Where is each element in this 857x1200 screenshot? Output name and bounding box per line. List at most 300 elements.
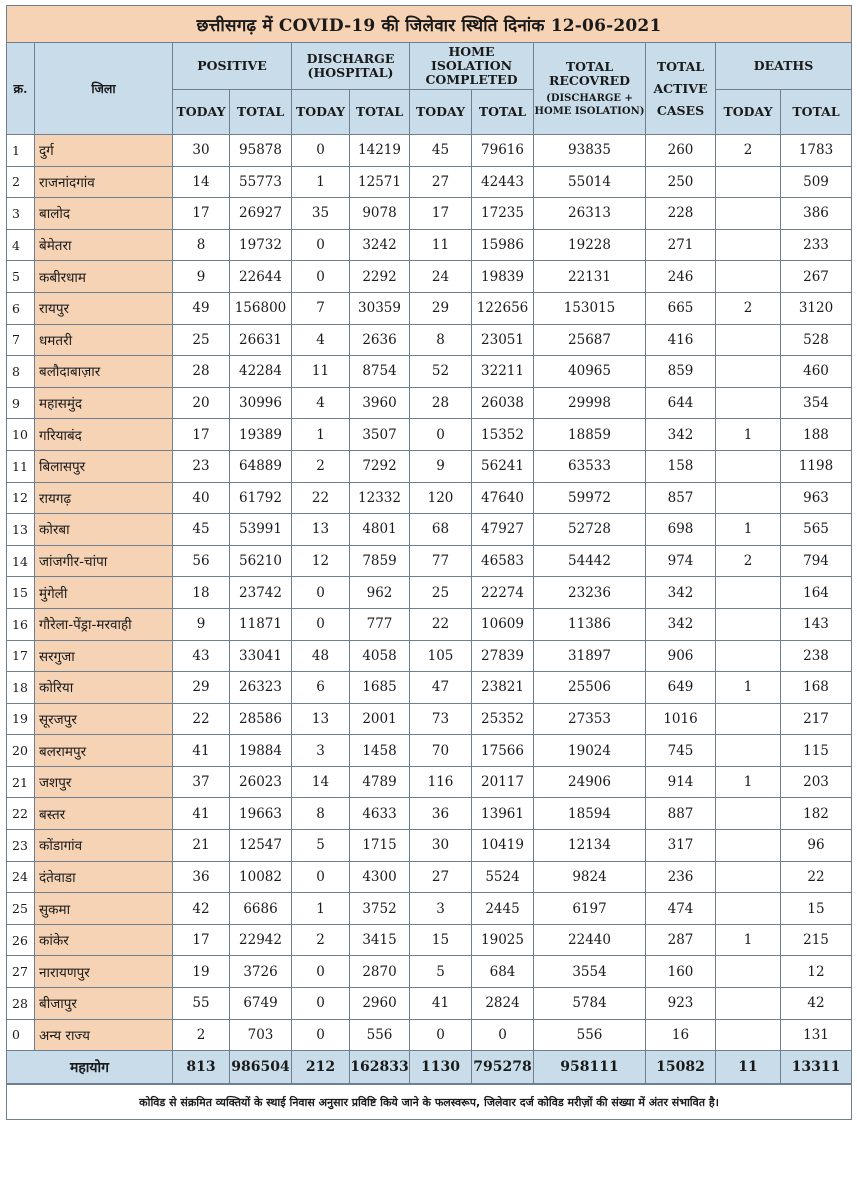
row-discharge-total: 4633 bbox=[350, 798, 410, 830]
row-discharge-total: 2960 bbox=[350, 988, 410, 1020]
row-sno: 27 bbox=[7, 956, 35, 988]
table-row bbox=[7, 861, 852, 893]
row-total-active: 236 bbox=[646, 861, 716, 893]
total-recovered-label: TOTAL RECOVRED bbox=[549, 58, 630, 88]
row-total-active: 644 bbox=[646, 387, 716, 419]
row-district: अन्य राज्य bbox=[35, 1019, 173, 1051]
row-hi-total: 122656 bbox=[472, 292, 534, 324]
row-discharge-total: 12332 bbox=[350, 482, 410, 514]
row-discharge-total: 2636 bbox=[350, 324, 410, 356]
row-deaths-today bbox=[716, 356, 781, 388]
row-deaths-today bbox=[716, 608, 781, 640]
row-hi-total: 47927 bbox=[472, 514, 534, 546]
row-hi-total: 20117 bbox=[472, 766, 534, 798]
row-positive-today: 43 bbox=[173, 640, 230, 672]
district-rows bbox=[7, 135, 852, 1051]
row-district: कोरबा bbox=[35, 514, 173, 546]
row-deaths-total: 96 bbox=[781, 830, 852, 862]
row-sno: 20 bbox=[7, 735, 35, 767]
row-sno: 9 bbox=[7, 387, 35, 419]
row-deaths-total: 168 bbox=[781, 672, 852, 704]
row-discharge-total: 7292 bbox=[350, 450, 410, 482]
row-deaths-total: 42 bbox=[781, 988, 852, 1020]
row-positive-today: 30 bbox=[173, 135, 230, 167]
row-district: दंतेवाडा bbox=[35, 861, 173, 893]
row-discharge-today: 7 bbox=[292, 292, 350, 324]
report-title: छत्तीसगढ़ में COVID-19 की जिलेवार स्थिति दिनांक 12-06-2021 bbox=[7, 6, 852, 43]
grand-total-hi-today: 1130 bbox=[410, 1051, 472, 1085]
row-district: बलौदाबाज़ार bbox=[35, 356, 173, 388]
col-header-discharge-total: TOTAL bbox=[350, 90, 410, 135]
row-deaths-total: 238 bbox=[781, 640, 852, 672]
row-sno: 4 bbox=[7, 229, 35, 261]
table-row bbox=[7, 830, 852, 862]
col-header-discharge-today: TODAY bbox=[292, 90, 350, 135]
table-row bbox=[7, 450, 852, 482]
row-hi-total: 47640 bbox=[472, 482, 534, 514]
row-hi-today: 11 bbox=[410, 229, 472, 261]
row-discharge-total: 556 bbox=[350, 1019, 410, 1051]
col-header-positive: POSITIVE bbox=[173, 43, 292, 90]
row-total-recovered: 55014 bbox=[534, 166, 646, 198]
row-positive-today: 8 bbox=[173, 229, 230, 261]
row-total-recovered: 12134 bbox=[534, 830, 646, 862]
row-total-recovered: 18594 bbox=[534, 798, 646, 830]
row-hi-total: 684 bbox=[472, 956, 534, 988]
row-hi-total: 56241 bbox=[472, 450, 534, 482]
row-deaths-total: 203 bbox=[781, 766, 852, 798]
row-district: बेमेतरा bbox=[35, 229, 173, 261]
table-row bbox=[7, 956, 852, 988]
row-total-active: 317 bbox=[646, 830, 716, 862]
row-positive-total: 26927 bbox=[230, 198, 292, 230]
row-total-recovered: 22131 bbox=[534, 261, 646, 293]
row-deaths-today bbox=[716, 1019, 781, 1051]
row-sno: 2 bbox=[7, 166, 35, 198]
row-discharge-today: 8 bbox=[292, 798, 350, 830]
row-hi-today: 22 bbox=[410, 608, 472, 640]
table-row bbox=[7, 514, 852, 546]
row-total-recovered: 29998 bbox=[534, 387, 646, 419]
row-discharge-total: 1715 bbox=[350, 830, 410, 862]
row-positive-today: 37 bbox=[173, 766, 230, 798]
footnote: कोविड से संक्रमित व्यक्तियों के स्थाई निवास अनुसार प्रविष्टि किये जाने के फलस्वरूप, जिलेवार दर्ज कोविड मरीज़ों की संख्या में अंतर संभावित है। bbox=[7, 1084, 852, 1120]
district-status-table bbox=[6, 5, 852, 1120]
col-header-hi-today: TODAY bbox=[410, 90, 472, 135]
grand-total-pos-total: 986504 bbox=[230, 1051, 292, 1085]
table-row bbox=[7, 324, 852, 356]
grand-total-pos-today: 813 bbox=[173, 1051, 230, 1085]
row-hi-today: 29 bbox=[410, 292, 472, 324]
row-positive-today: 19 bbox=[173, 956, 230, 988]
row-discharge-today: 0 bbox=[292, 1019, 350, 1051]
row-positive-total: 19732 bbox=[230, 229, 292, 261]
row-discharge-total: 8754 bbox=[350, 356, 410, 388]
row-hi-total: 27839 bbox=[472, 640, 534, 672]
row-hi-today: 15 bbox=[410, 924, 472, 956]
row-discharge-total: 4801 bbox=[350, 514, 410, 546]
table-row bbox=[7, 229, 852, 261]
row-hi-total: 17566 bbox=[472, 735, 534, 767]
row-total-recovered: 31897 bbox=[534, 640, 646, 672]
row-deaths-total: 217 bbox=[781, 703, 852, 735]
row-positive-total: 26323 bbox=[230, 672, 292, 704]
row-hi-total: 10419 bbox=[472, 830, 534, 862]
grand-total-dis-total: 162833 bbox=[350, 1051, 410, 1085]
row-hi-total: 26038 bbox=[472, 387, 534, 419]
row-positive-today: 25 bbox=[173, 324, 230, 356]
row-sno: 24 bbox=[7, 861, 35, 893]
row-positive-today: 17 bbox=[173, 924, 230, 956]
table-row bbox=[7, 292, 852, 324]
table-row bbox=[7, 735, 852, 767]
row-positive-today: 28 bbox=[173, 356, 230, 388]
row-sno: 12 bbox=[7, 482, 35, 514]
row-sno: 6 bbox=[7, 292, 35, 324]
row-positive-total: 3726 bbox=[230, 956, 292, 988]
row-discharge-total: 1685 bbox=[350, 672, 410, 704]
row-deaths-today bbox=[716, 577, 781, 609]
row-positive-total: 23742 bbox=[230, 577, 292, 609]
row-hi-today: 27 bbox=[410, 166, 472, 198]
row-discharge-today: 11 bbox=[292, 356, 350, 388]
row-deaths-total: 3120 bbox=[781, 292, 852, 324]
row-sno: 14 bbox=[7, 545, 35, 577]
row-discharge-total: 3242 bbox=[350, 229, 410, 261]
row-deaths-total: 15 bbox=[781, 893, 852, 925]
table-row bbox=[7, 261, 852, 293]
row-deaths-today bbox=[716, 798, 781, 830]
row-total-active: 342 bbox=[646, 577, 716, 609]
row-positive-today: 14 bbox=[173, 166, 230, 198]
row-total-active: 857 bbox=[646, 482, 716, 514]
row-hi-today: 30 bbox=[410, 830, 472, 862]
row-discharge-total: 4300 bbox=[350, 861, 410, 893]
row-discharge-today: 1 bbox=[292, 166, 350, 198]
row-discharge-today: 0 bbox=[292, 577, 350, 609]
row-district: कबीरधाम bbox=[35, 261, 173, 293]
row-hi-today: 27 bbox=[410, 861, 472, 893]
row-total-active: 914 bbox=[646, 766, 716, 798]
row-total-recovered: 59972 bbox=[534, 482, 646, 514]
row-positive-total: 26631 bbox=[230, 324, 292, 356]
table-row bbox=[7, 198, 852, 230]
row-district: राजनांदगांव bbox=[35, 166, 173, 198]
row-deaths-today: 1 bbox=[716, 514, 781, 546]
row-discharge-today: 4 bbox=[292, 324, 350, 356]
row-total-active: 745 bbox=[646, 735, 716, 767]
row-deaths-total: 215 bbox=[781, 924, 852, 956]
row-discharge-total: 777 bbox=[350, 608, 410, 640]
row-discharge-today: 0 bbox=[292, 988, 350, 1020]
row-sno: 26 bbox=[7, 924, 35, 956]
grand-total-death-today: 11 bbox=[716, 1051, 781, 1085]
table-row bbox=[7, 988, 852, 1020]
col-header-deaths: DEATHS bbox=[716, 43, 852, 90]
row-hi-today: 47 bbox=[410, 672, 472, 704]
table-row bbox=[7, 924, 852, 956]
row-discharge-today: 6 bbox=[292, 672, 350, 704]
row-total-active: 16 bbox=[646, 1019, 716, 1051]
row-discharge-today: 1 bbox=[292, 893, 350, 925]
row-positive-total: 42284 bbox=[230, 356, 292, 388]
col-header-positive-total: TOTAL bbox=[230, 90, 292, 135]
row-discharge-total: 7859 bbox=[350, 545, 410, 577]
row-deaths-today: 2 bbox=[716, 545, 781, 577]
row-positive-total: 703 bbox=[230, 1019, 292, 1051]
grand-total-recovered: 958111 bbox=[534, 1051, 646, 1085]
row-positive-today: 49 bbox=[173, 292, 230, 324]
row-sno: 10 bbox=[7, 419, 35, 451]
row-deaths-total: 143 bbox=[781, 608, 852, 640]
row-district: महासमुंद bbox=[35, 387, 173, 419]
table-row bbox=[7, 640, 852, 672]
row-deaths-total: 115 bbox=[781, 735, 852, 767]
row-total-recovered: 18859 bbox=[534, 419, 646, 451]
col-header-total-active: TOTAL ACTIVE CASES bbox=[646, 43, 716, 135]
row-discharge-total: 3752 bbox=[350, 893, 410, 925]
row-discharge-today: 13 bbox=[292, 703, 350, 735]
col-header-deaths-today: TODAY bbox=[716, 90, 781, 135]
row-hi-today: 105 bbox=[410, 640, 472, 672]
row-positive-today: 9 bbox=[173, 608, 230, 640]
row-hi-today: 68 bbox=[410, 514, 472, 546]
row-positive-today: 55 bbox=[173, 988, 230, 1020]
row-total-active: 923 bbox=[646, 988, 716, 1020]
row-deaths-today bbox=[716, 166, 781, 198]
row-deaths-today bbox=[716, 387, 781, 419]
row-sno: 0 bbox=[7, 1019, 35, 1051]
col-header-home-isolation: HOME ISOLATION COMPLETED bbox=[410, 43, 534, 90]
row-sno: 3 bbox=[7, 198, 35, 230]
row-deaths-today bbox=[716, 735, 781, 767]
row-discharge-today: 2 bbox=[292, 450, 350, 482]
row-sno: 22 bbox=[7, 798, 35, 830]
row-total-recovered: 26313 bbox=[534, 198, 646, 230]
row-positive-today: 29 bbox=[173, 672, 230, 704]
row-deaths-today bbox=[716, 956, 781, 988]
row-hi-total: 19025 bbox=[472, 924, 534, 956]
row-positive-total: 64889 bbox=[230, 450, 292, 482]
row-positive-total: 26023 bbox=[230, 766, 292, 798]
row-hi-today: 70 bbox=[410, 735, 472, 767]
row-total-recovered: 153015 bbox=[534, 292, 646, 324]
row-positive-today: 20 bbox=[173, 387, 230, 419]
row-hi-today: 9 bbox=[410, 450, 472, 482]
col-header-sno: क्र. bbox=[7, 43, 35, 135]
row-positive-today: 56 bbox=[173, 545, 230, 577]
row-deaths-today bbox=[716, 198, 781, 230]
row-deaths-today bbox=[716, 261, 781, 293]
row-deaths-total: 565 bbox=[781, 514, 852, 546]
row-discharge-total: 12571 bbox=[350, 166, 410, 198]
row-hi-total: 42443 bbox=[472, 166, 534, 198]
row-hi-today: 41 bbox=[410, 988, 472, 1020]
row-positive-total: 19663 bbox=[230, 798, 292, 830]
row-total-recovered: 25687 bbox=[534, 324, 646, 356]
row-total-active: 887 bbox=[646, 798, 716, 830]
row-discharge-today: 12 bbox=[292, 545, 350, 577]
row-sno: 1 bbox=[7, 135, 35, 167]
row-district: नारायणपुर bbox=[35, 956, 173, 988]
row-positive-total: 10082 bbox=[230, 861, 292, 893]
row-deaths-total: 12 bbox=[781, 956, 852, 988]
row-positive-today: 40 bbox=[173, 482, 230, 514]
row-positive-total: 95878 bbox=[230, 135, 292, 167]
row-positive-today: 36 bbox=[173, 861, 230, 893]
col-header-positive-today: TODAY bbox=[173, 90, 230, 135]
row-discharge-total: 3507 bbox=[350, 419, 410, 451]
row-hi-today: 45 bbox=[410, 135, 472, 167]
row-total-active: 250 bbox=[646, 166, 716, 198]
row-deaths-today bbox=[716, 988, 781, 1020]
row-total-active: 271 bbox=[646, 229, 716, 261]
table-row bbox=[7, 766, 852, 798]
row-sno: 11 bbox=[7, 450, 35, 482]
row-positive-today: 21 bbox=[173, 830, 230, 862]
row-hi-today: 116 bbox=[410, 766, 472, 798]
table-row bbox=[7, 482, 852, 514]
row-positive-today: 2 bbox=[173, 1019, 230, 1051]
grand-total-dis-today: 212 bbox=[292, 1051, 350, 1085]
row-district: रायगढ़ bbox=[35, 482, 173, 514]
row-hi-today: 73 bbox=[410, 703, 472, 735]
row-hi-today: 120 bbox=[410, 482, 472, 514]
row-deaths-total: 386 bbox=[781, 198, 852, 230]
row-positive-total: 28586 bbox=[230, 703, 292, 735]
row-positive-total: 22644 bbox=[230, 261, 292, 293]
row-discharge-total: 2870 bbox=[350, 956, 410, 988]
row-discharge-total: 4058 bbox=[350, 640, 410, 672]
row-sno: 25 bbox=[7, 893, 35, 925]
row-hi-total: 23051 bbox=[472, 324, 534, 356]
row-hi-today: 17 bbox=[410, 198, 472, 230]
row-hi-today: 28 bbox=[410, 387, 472, 419]
row-total-active: 665 bbox=[646, 292, 716, 324]
row-sno: 28 bbox=[7, 988, 35, 1020]
col-header-hi-total: TOTAL bbox=[472, 90, 534, 135]
row-total-recovered: 25506 bbox=[534, 672, 646, 704]
row-district: बस्तर bbox=[35, 798, 173, 830]
row-discharge-total: 3960 bbox=[350, 387, 410, 419]
row-deaths-today bbox=[716, 893, 781, 925]
row-total-active: 260 bbox=[646, 135, 716, 167]
row-total-recovered: 19228 bbox=[534, 229, 646, 261]
grand-total-hi-total: 795278 bbox=[472, 1051, 534, 1085]
row-discharge-today: 22 bbox=[292, 482, 350, 514]
row-discharge-today: 0 bbox=[292, 261, 350, 293]
row-discharge-total: 1458 bbox=[350, 735, 410, 767]
row-deaths-today bbox=[716, 450, 781, 482]
row-total-recovered: 24906 bbox=[534, 766, 646, 798]
row-total-active: 158 bbox=[646, 450, 716, 482]
row-positive-total: 55773 bbox=[230, 166, 292, 198]
row-total-recovered: 9824 bbox=[534, 861, 646, 893]
table-row bbox=[7, 672, 852, 704]
row-sno: 21 bbox=[7, 766, 35, 798]
grand-total-active: 15082 bbox=[646, 1051, 716, 1085]
row-hi-total: 46583 bbox=[472, 545, 534, 577]
row-hi-total: 5524 bbox=[472, 861, 534, 893]
row-total-active: 416 bbox=[646, 324, 716, 356]
row-total-recovered: 63533 bbox=[534, 450, 646, 482]
row-positive-today: 45 bbox=[173, 514, 230, 546]
row-deaths-today bbox=[716, 229, 781, 261]
row-discharge-today: 0 bbox=[292, 229, 350, 261]
row-hi-total: 10609 bbox=[472, 608, 534, 640]
row-district: मुंगेली bbox=[35, 577, 173, 609]
row-total-recovered: 27353 bbox=[534, 703, 646, 735]
row-positive-total: 22942 bbox=[230, 924, 292, 956]
row-total-recovered: 19024 bbox=[534, 735, 646, 767]
row-hi-today: 3 bbox=[410, 893, 472, 925]
table-row bbox=[7, 577, 852, 609]
col-header-total-recovered bbox=[534, 43, 646, 135]
row-sno: 19 bbox=[7, 703, 35, 735]
row-discharge-total: 14219 bbox=[350, 135, 410, 167]
table-row bbox=[7, 893, 852, 925]
row-district: कोंडागांव bbox=[35, 830, 173, 862]
row-positive-total: 33041 bbox=[230, 640, 292, 672]
row-total-active: 287 bbox=[646, 924, 716, 956]
row-deaths-today bbox=[716, 640, 781, 672]
row-discharge-total: 3415 bbox=[350, 924, 410, 956]
row-district: दुर्ग bbox=[35, 135, 173, 167]
row-deaths-total: 188 bbox=[781, 419, 852, 451]
row-deaths-today: 2 bbox=[716, 135, 781, 167]
row-deaths-today bbox=[716, 482, 781, 514]
row-total-active: 246 bbox=[646, 261, 716, 293]
row-deaths-total: 22 bbox=[781, 861, 852, 893]
row-discharge-today: 3 bbox=[292, 735, 350, 767]
table-row bbox=[7, 798, 852, 830]
row-positive-today: 41 bbox=[173, 798, 230, 830]
table-row bbox=[7, 166, 852, 198]
row-hi-total: 2445 bbox=[472, 893, 534, 925]
row-total-recovered: 22440 bbox=[534, 924, 646, 956]
row-positive-total: 19884 bbox=[230, 735, 292, 767]
row-total-active: 906 bbox=[646, 640, 716, 672]
row-positive-total: 6686 bbox=[230, 893, 292, 925]
row-hi-today: 8 bbox=[410, 324, 472, 356]
row-total-active: 474 bbox=[646, 893, 716, 925]
row-deaths-total: 460 bbox=[781, 356, 852, 388]
row-discharge-today: 0 bbox=[292, 608, 350, 640]
row-deaths-total: 1783 bbox=[781, 135, 852, 167]
row-discharge-today: 4 bbox=[292, 387, 350, 419]
table-row bbox=[7, 387, 852, 419]
row-total-recovered: 52728 bbox=[534, 514, 646, 546]
row-district: गौरेला-पेंड्रा-मरवाही bbox=[35, 608, 173, 640]
row-positive-today: 17 bbox=[173, 419, 230, 451]
table-row bbox=[7, 1019, 852, 1051]
row-total-active: 1016 bbox=[646, 703, 716, 735]
row-hi-total: 2824 bbox=[472, 988, 534, 1020]
row-positive-today: 18 bbox=[173, 577, 230, 609]
table-row bbox=[7, 608, 852, 640]
row-hi-today: 77 bbox=[410, 545, 472, 577]
row-district: जांजगीर-चांपा bbox=[35, 545, 173, 577]
row-hi-total: 13961 bbox=[472, 798, 534, 830]
row-deaths-total: 528 bbox=[781, 324, 852, 356]
row-discharge-total: 962 bbox=[350, 577, 410, 609]
row-total-recovered: 93835 bbox=[534, 135, 646, 167]
row-discharge-today: 0 bbox=[292, 135, 350, 167]
row-hi-today: 52 bbox=[410, 356, 472, 388]
row-total-recovered: 556 bbox=[534, 1019, 646, 1051]
row-district: सरगुजा bbox=[35, 640, 173, 672]
row-sno: 8 bbox=[7, 356, 35, 388]
